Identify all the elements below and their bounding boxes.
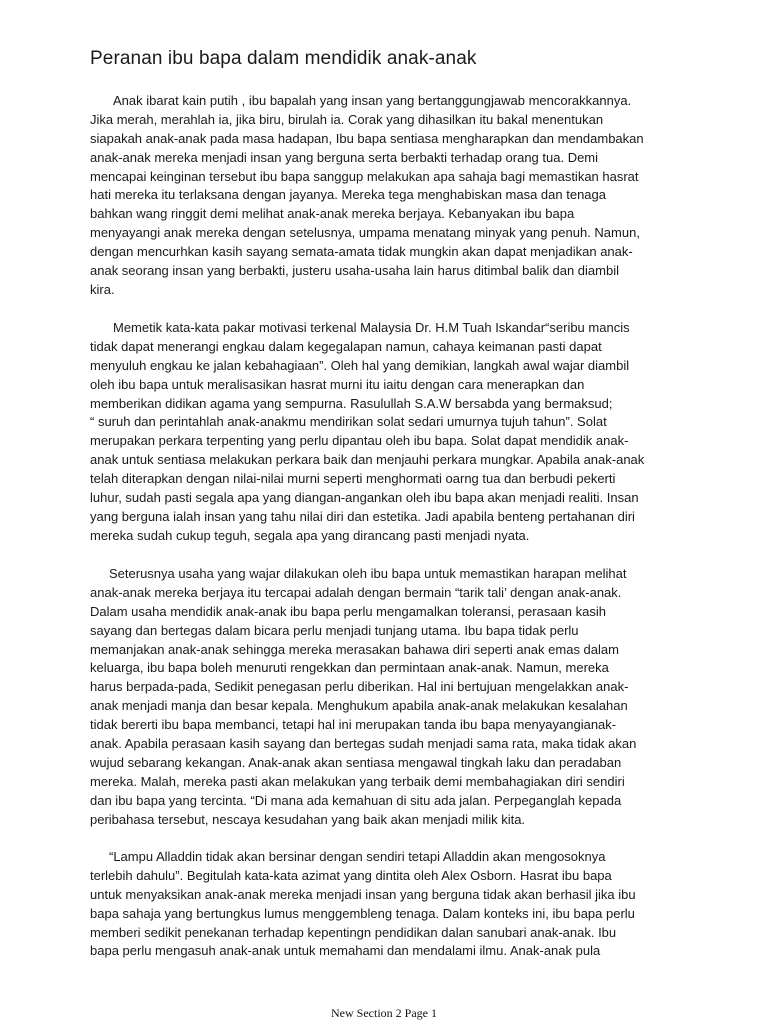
paragraph-line: anak menjadi manja dan besar kepala. Menghukum apabila anak-anak melakukan kesalahan xyxy=(90,698,628,714)
paragraph-line: kira. xyxy=(90,281,115,297)
paragraph-line: hati mereka itu terlaksana dengan jayanya. Mereka tega menghabiskan masa dan tenaga xyxy=(90,187,606,203)
paragraph-line: anak. Apabila perasaan kasih sayang dan bertegas sudah menjadi sama rata, maka tidak akan xyxy=(90,736,637,752)
paragraph-line: “ suruh dan perintahlah anak-anakmu mendirikan solat sedari umurnya tujuh tahun”. Solat xyxy=(90,414,607,430)
paragraph-line: anak seorang insan yang berbakti, justeru usaha-usaha lain harus ditimbal balik dan diambil xyxy=(90,263,619,279)
paragraph-line: menyayangi anak mereka dengan setelusnya, umpama menatang minyak yang penuh. Namun, xyxy=(90,225,640,241)
paragraph-line: keluarga, ibu bapa boleh menuruti rengekkan dan permintaan anak-anak. Namun, mereka xyxy=(90,660,609,676)
paragraph-line: yang berguna ialah insan yang tahu nilai diri dan estetika. Jadi apabila benteng pertahanan diri xyxy=(90,508,635,524)
paragraph-line: untuk menyaksikan anak-anak mereka menjadi insan yang berguna tidak akan berhasil jika ibu xyxy=(90,886,636,902)
paragraph-line: Seterusnya usaha yang wajar dilakukan oleh ibu bapa untuk memastikan harapan melihat xyxy=(109,566,627,581)
paragraph-line: oleh ibu bapa untuk meralisasikan hasrat murni itu iaitu dengan cara menerapkan dan xyxy=(90,376,585,392)
paragraph-line: terlebih dahulu”. Begitulah kata-kata azimat yang dintita oleh Alex Osborn. Hasrat ibu bapa xyxy=(90,867,612,883)
paragraph-line: siapakah anak-anak pada masa hadapan, Ibu bapa sentiasa mengharapkan dan mendambakan xyxy=(90,130,644,146)
paragraph-line: mencapai keinginan tersebut ibu bapa sanggup melakukan apa sahaja bagi memastikan hasrat xyxy=(90,168,639,184)
paragraph-1 xyxy=(90,92,690,300)
paragraph-line: menyuluh engkau ke jalan kebahagiaan”. Oleh hal yang demikian, langkah awal wajar diambil xyxy=(90,357,630,373)
paragraph-line: Memetik kata-kata pakar motivasi terkenal Malaysia Dr. H.M Tuah Iskandar“seribu mancis xyxy=(113,320,630,335)
paragraph-line: sayang dan bertegas dalam bicara perlu menjadi tunjang utama. Ibu bapa tidak perlu xyxy=(90,622,579,638)
paragraph-line: harus berpada-pada, Sedikit penegasan perlu diberikan. Hal ini bertujuan mengelakkan anak- xyxy=(90,679,629,695)
page-footer: New Section 2 Page 1 xyxy=(331,1006,437,1020)
paragraph-line: merupakan perkara terpenting yang perlu dipantau oleh ibu bapa. Solat dapat mendidik anak- xyxy=(90,433,629,449)
paragraph-line: dengan mencurhkan kasih sayang semata-amata tidak mungkin akan dapat menjadikan anak- xyxy=(90,244,633,260)
paragraph-line: bapa sahaja yang bertungkus lumus menggembleng tenaga. Dalam konteks ini, ibu bapa perlu xyxy=(90,905,635,921)
paragraph-line: bahkan wang ringgit demi melihat anak-anak mereka berjaya. Kebanyakan ibu bapa xyxy=(90,206,575,222)
paragraph-3 xyxy=(90,565,690,829)
paragraph-line: Dalam usaha mendidik anak-anak ibu bapa perlu mengamalkan toleransi, perasaan kasih xyxy=(90,603,606,619)
paragraph-line: memberikan didikan agama yang sempurna. Rasulullah S.A.W bersabda yang bermaksud; xyxy=(90,395,613,411)
paragraph-line: “Lampu Alladdin tidak akan bersinar dengan sendiri tetapi Alladdin akan mengosoknya xyxy=(109,849,606,864)
paragraph-line: mereka sudah cukup teguh, segala apa yang dirancang pasti menjadi nyata. xyxy=(90,527,530,543)
paragraph-line: memberi sedikit penekanan terhadap kepentingn pendidikan dalan sanubari anak-anak. Ibu xyxy=(90,924,617,940)
paragraph-line: luhur, sudah pasti segala apa yang diangan-angankan oleh ibu bapa akan menjadi realiti. Insan xyxy=(90,490,639,506)
paragraph-line: mereka. Malah, mereka pasti akan melakukan yang terbaik demi membahagiakan diri sendiri xyxy=(90,773,625,789)
paragraph-line: tidak dapat menerangi engkau dalam kegegalapan namun, cahaya keimanan pasti dapat xyxy=(90,338,602,354)
paragraph-line: anak untuk sentiasa melakukan perkara baik dan menjauhi perkara mungkar. Apabila anak-anak xyxy=(90,452,645,468)
paragraph-line: telah diterapkan dengan nilai-nilai murni seperti menghormati oarng tua dan berbudi pekerti xyxy=(90,471,616,487)
paragraph-line: anak-anak mereka menjadi insan yang berguna serta berbakti terhadap orang tua. Demi xyxy=(90,149,599,165)
paragraph-line: memanjakan anak-anak sehingga mereka merasakan bahawa diri seperti anak emas dalam xyxy=(90,641,619,657)
paragraph-2 xyxy=(90,319,690,546)
paragraph-line: wujud sebarang kekangan. Anak-anak akan sentiasa mengawal tingkah laku dan peradaban xyxy=(90,754,622,770)
paragraph-line: tidak bererti ibu bapa membanci, tetapi hal ini merupakan tanda ibu bapa menyayangianak- xyxy=(90,717,617,733)
paragraph-line: Anak ibarat kain putih , ibu bapalah yang insan yang bertanggungjawab mencorakkannya. xyxy=(113,93,632,108)
paragraph-4 xyxy=(90,848,690,961)
paragraph-line: anak-anak mereka berjaya itu tercapai adalah dengan bermain “tarik tali’ dengan anak-anak. xyxy=(90,584,622,600)
paragraph-line: dan ibu bapa yang tercinta. “Di mana ada kemahuan di situ ada jalan. Perpeganglah kepada xyxy=(90,792,622,808)
paragraph-line: bapa perlu mengasuh anak-anak untuk memahami dan mendalami ilmu. Anak-anak pula xyxy=(90,943,601,959)
paragraph-line: Jika merah, merahlah ia, jika biru, birulah ia. Corak yang dihasilkan itu bakal menentukan xyxy=(90,111,604,127)
document-title: Peranan ibu bapa dalam mendidik anak-anak xyxy=(90,48,477,69)
paragraph-line: peribahasa tersebut, nescaya kesudahan yang baik akan menjadi milik kita. xyxy=(90,811,526,827)
